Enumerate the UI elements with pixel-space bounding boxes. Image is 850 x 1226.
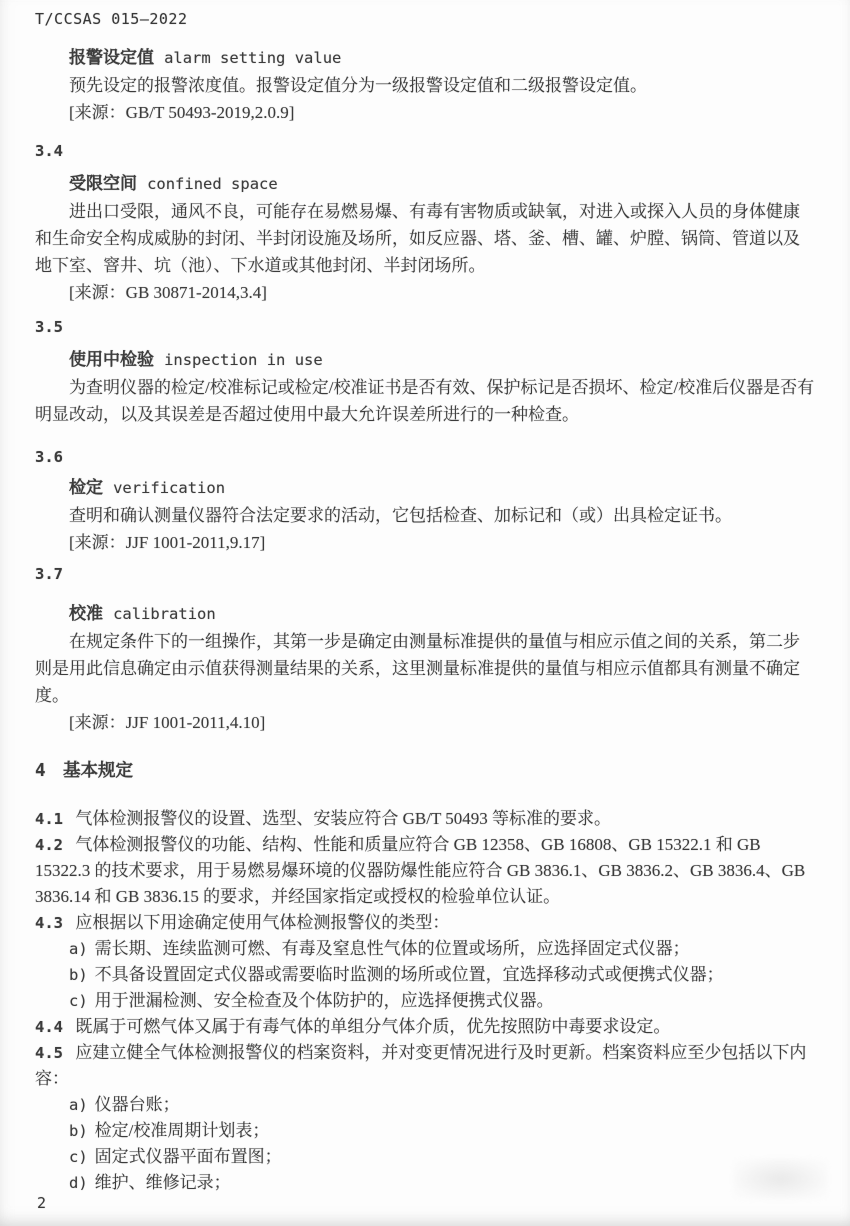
chapter-number: 4 — [35, 761, 46, 781]
list-item — [35, 1144, 815, 1170]
clause-text: 气体检测报警仪的功能、结构、性能和质量应符合 GB 12358、GB 16808、GB 15322.1 和 GB 15322.3 的技术要求，用于易燃易爆环境的仪器防爆性能应符合 GB 3836.1、GB 3836.2、GB 3836.4、GB 3836.14 和 GB 3836.15 的要求，并经国家指定或授权的检验单位认证。 — [35, 835, 806, 906]
clause-text: 既属于可燃气体又属于有毒气体的单组分气体介质，优先按照防中毒要求设定。 — [75, 1017, 671, 1036]
clause-number: 4.3 — [35, 914, 63, 932]
source-note: [来源：GB/T 50493-2019,2.0.9] — [69, 103, 295, 122]
list-item — [35, 936, 815, 962]
term-en: calibration — [113, 605, 216, 623]
term-definition: 查明和确认测量仪器符合法定要求的活动，它包括检查、加标记和（或）出具检定证书。 — [69, 506, 732, 525]
term-heading — [35, 474, 815, 502]
list-item-label: b) — [69, 966, 88, 984]
source-note: [来源：JJF 1001-2011,9.17] — [69, 533, 266, 552]
doc-number-header: T/CCSAS 015—2022 — [35, 10, 188, 28]
clause — [35, 806, 815, 832]
list-item-text: 不具备设置固定式仪器或需要临时监测的场所或位置，宜选择移动式或便携式仪器； — [94, 965, 724, 984]
term-definition: 在规定条件下的一组操作，其第一步是确定由测量标准提供的量值与相应示值之间的关系，第二步则是用此信息确定由示值获得测量结果的关系，这里测量标准提供的量值与相应示值都具有测量不确定度。 — [35, 632, 800, 705]
term-heading — [35, 170, 815, 198]
list-item-label: a) — [69, 1096, 88, 1114]
list-item-label: a) — [69, 940, 88, 958]
list-item — [35, 1118, 815, 1144]
chapter-body — [35, 806, 815, 1196]
chapter-heading — [35, 757, 815, 785]
term-heading — [35, 44, 815, 72]
clause-text: 气体检测报警仪的设置、选型、安装应符合 GB/T 50493 等标准的要求。 — [75, 809, 612, 828]
clause-number: 4.4 — [35, 1018, 63, 1036]
term-en: inspection in use — [164, 351, 323, 369]
source-note: [来源：GB 30871-2014,3.4] — [69, 283, 267, 302]
list-item-text: 需长期、连续监测可燃、有毒及窒息性气体的位置或场所，应选择固定式仪器； — [94, 939, 690, 958]
clause — [35, 1040, 815, 1092]
source-note: [来源：JJF 1001-2011,4.10] — [69, 713, 266, 732]
clause-number: 3.4 — [35, 142, 63, 160]
list-item-label: d) — [69, 1174, 88, 1192]
term-heading — [35, 600, 815, 628]
list-item-label: c) — [69, 1148, 88, 1166]
term-definition: 预先设定的报警浓度值。报警设定值分为一级报警设定值和二级报警设定值。 — [69, 76, 647, 95]
page-number: 2 — [37, 1194, 47, 1212]
clause — [35, 832, 815, 910]
chapter-title: 基本规定 — [63, 760, 134, 780]
term-en: verification — [113, 479, 226, 497]
clause-number: 3.5 — [35, 318, 63, 336]
term-zh: 报警设定值 — [69, 48, 154, 67]
term-zh: 受限空间 — [69, 174, 137, 193]
term-heading — [35, 346, 815, 374]
list-item-text: 维护、维修记录； — [94, 1173, 231, 1192]
list-item — [35, 962, 815, 988]
clause — [35, 1014, 815, 1040]
clause-number: 4.2 — [35, 836, 63, 854]
term-definition: 进出口受限，通风不良，可能存在易燃易爆、有毒有害物质或缺氧，对进入或探入人员的身体健康和生命安全构成威胁的封闭、半封闭设施及场所，如反应器、塔、釜、槽、罐、炉膛、锅筒、管道以及地下室、窨井、坑（池）、下水道或其他封闭、半封闭场所。 — [35, 202, 800, 275]
term-zh: 检定 — [69, 478, 103, 497]
list-item-label: b) — [69, 1122, 88, 1140]
term-zh: 使用中检验 — [69, 350, 154, 369]
term-en: confined space — [147, 175, 278, 193]
term-definition: 为查明仪器的检定/校准标记或检定/校准证书是否有效、保护标记是否损坏、检定/校准后仪器是否有明显改动，以及其误差是否超过使用中最大允许误差所进行的一种检查。 — [35, 378, 815, 424]
clause — [35, 910, 815, 936]
list-item-text: 检定/校准周期计划表； — [94, 1121, 270, 1140]
list-item-label: c) — [69, 992, 88, 1010]
list-item-text: 用于泄漏检测、安全检查及个体防护的，应选择便携式仪器。 — [94, 991, 554, 1010]
clause-number: 4.5 — [35, 1044, 63, 1062]
list-item-text: 仪器台账； — [94, 1095, 180, 1114]
clause-number: 3.6 — [35, 448, 63, 466]
clause-text: 应建立健全气体检测报警仪的档案资料，并对变更情况进行及时更新。档案资料应至少包括以下内容： — [35, 1043, 807, 1088]
list-item — [35, 988, 815, 1014]
term-en: alarm setting value — [164, 49, 342, 67]
clause-number: 3.7 — [35, 565, 63, 583]
clause-text: 应根据以下用途确定使用气体检测报警仪的类型： — [75, 913, 450, 932]
clause-number: 4.1 — [35, 810, 63, 828]
list-item-text: 固定式仪器平面布置图； — [94, 1147, 282, 1166]
list-item — [35, 1170, 815, 1196]
term-zh: 校准 — [69, 604, 103, 623]
list-item — [35, 1092, 815, 1118]
